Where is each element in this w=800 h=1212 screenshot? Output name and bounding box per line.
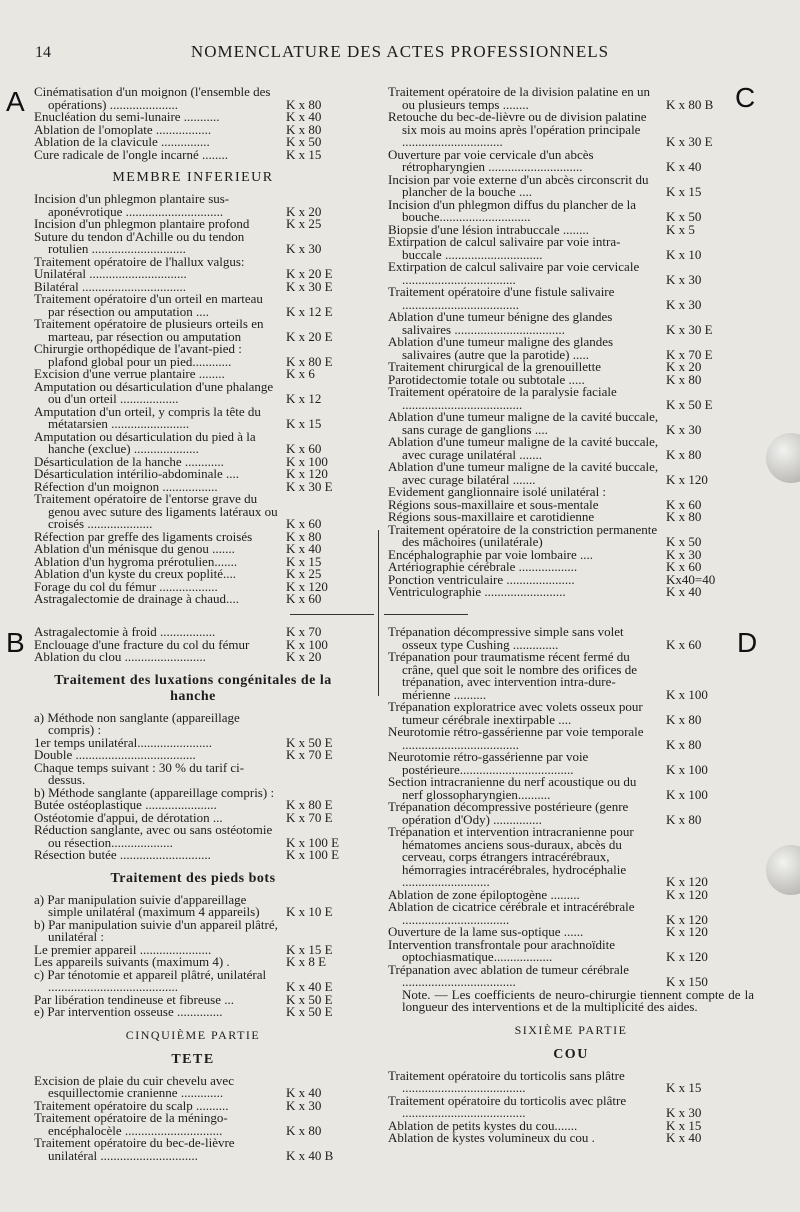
procedure-entry bbox=[34, 1072, 352, 1100]
fee-coefficient: K x 30 bbox=[666, 546, 702, 562]
procedure-entry bbox=[388, 286, 754, 311]
procedure-entry bbox=[34, 593, 352, 606]
fee-coefficient: K x 40 bbox=[286, 109, 322, 124]
procedure-name: Traitement opératoire de la constriction permanente des mâchoires (unilatérale) bbox=[388, 521, 658, 549]
procedure-name: Traitement opératoire du torticolis sans plâtre ...................................... bbox=[388, 1067, 625, 1095]
fee-coefficient: K x 120 bbox=[666, 886, 708, 902]
procedure-entry bbox=[34, 916, 352, 944]
procedure-name: Ablation d'une tumeur maligne des glandes salivaires (autre que la parotide) ..... bbox=[388, 334, 614, 362]
procedure-name: Ventriculographie ......................... bbox=[388, 584, 566, 599]
procedure-entry bbox=[388, 901, 754, 926]
fee-coefficient: K x 10 bbox=[666, 246, 702, 262]
section-heading: CINQUIÈME PARTIE bbox=[125, 1027, 261, 1042]
procedure-entry bbox=[34, 493, 352, 531]
fee-coefficient: K x 70 E bbox=[666, 346, 713, 362]
fee-coefficient: K x 10 E bbox=[286, 904, 333, 919]
fee-coefficient: K x 80 E bbox=[286, 797, 333, 812]
procedure-name: Double ..................................... bbox=[34, 747, 196, 762]
procedure-name: Trépanation décompressive postérieure (genre opération d'Ody) ............... bbox=[388, 799, 629, 827]
procedure-name: Traitement opératoire d'une fistule salivaire .................................... bbox=[388, 284, 615, 312]
procedure-name: Neurotomie rétro-gassérienne par voie temporale .................................... bbox=[388, 724, 644, 752]
procedure-name: Le premier appareil ...................... bbox=[34, 941, 212, 957]
fee-coefficient: K x 100 E bbox=[286, 847, 340, 862]
section-divider-right bbox=[384, 614, 468, 615]
fee-coefficient: K x 40 bbox=[666, 584, 702, 599]
entry-list-right-d bbox=[388, 626, 754, 1145]
procedure-name: Traitement opératoire d'un orteil en marteau par résection ou amputation .... bbox=[34, 291, 263, 319]
fee-coefficient: K x 80 bbox=[286, 1122, 322, 1138]
fee-coefficient: K x 80 E bbox=[286, 353, 333, 369]
procedure-entry bbox=[388, 236, 754, 261]
fee-coefficient: K x 80 bbox=[286, 96, 322, 112]
procedure-name: Ablation d'un kyste du creux poplité.... bbox=[34, 566, 237, 581]
fee-coefficient: K x 20 bbox=[666, 359, 702, 374]
procedure-name: Biopsie d'une lésion intrabuccale ........ bbox=[388, 221, 589, 237]
fee-coefficient: K x 80 bbox=[666, 446, 702, 462]
section-marker-c: C bbox=[735, 82, 756, 113]
procedure-entry bbox=[388, 311, 754, 336]
procedure-name: Incision par voie externe d'un abcès circonscrit du plancher de la bouche .... bbox=[388, 171, 649, 199]
fee-coefficient: K x 50 E bbox=[666, 396, 713, 412]
procedure-entry bbox=[388, 626, 754, 651]
procedure-entry bbox=[34, 293, 352, 318]
fee-coefficient: K x 6 bbox=[286, 366, 315, 381]
procedure-name: Traitement opératoire de la méningo-encéphalocèle .............................. bbox=[34, 1110, 228, 1138]
procedure-name: Régions sous-maxillaire et carotidienne bbox=[388, 509, 595, 524]
fee-coefficient: K x 40 E bbox=[286, 979, 333, 994]
fee-coefficient: K x 20 E bbox=[286, 328, 333, 344]
fee-coefficient: K x 60 bbox=[286, 591, 322, 606]
note-text: Note. — Les coefficients de neuro-chirurgie tiennent compte de la longueur des interventions et de la multiplicité des aides. bbox=[402, 986, 754, 1014]
fee-coefficient: K x 80 bbox=[666, 371, 702, 387]
fee-coefficient: K x 120 bbox=[666, 949, 708, 964]
fee-coefficient: K x 120 bbox=[666, 471, 708, 487]
procedure-name: Unilatéral .............................. bbox=[34, 266, 187, 281]
procedure-entry bbox=[34, 966, 352, 994]
right-column-d bbox=[388, 626, 754, 1145]
procedure-name: Ponction ventriculaire ..................... bbox=[388, 571, 575, 587]
procedure-name: Réfection par greffe des ligaments croisés bbox=[34, 528, 253, 544]
section-heading: TETE bbox=[171, 1051, 215, 1067]
page-number: 14 bbox=[35, 44, 51, 61]
procedure-entry bbox=[388, 1092, 754, 1120]
procedure-name: Traitement opératoire du torticolis avec plâtre ...................................... bbox=[388, 1092, 627, 1120]
fee-coefficient: K x 60 bbox=[666, 636, 702, 652]
fee-coefficient: K x 80 bbox=[666, 811, 702, 827]
procedure-entry bbox=[388, 521, 754, 549]
section-marker-a: A bbox=[6, 86, 25, 117]
fee-coefficient: K x 60 bbox=[666, 496, 702, 512]
procedure-name: Traitement opératoire du bec-de-lièvre unilatéral .............................. bbox=[34, 1135, 235, 1163]
procedure-name: Trépanation et intervention intracranienne pour hématomes anciens sous-duraux, abcès du cerveau, corps étrangers intracérébraux, hémorragies intracérébrales, hydrocéphalie ........................... bbox=[388, 824, 634, 889]
procedure-name: Excision de plaie du cuir chevelu avec esquillectomie cranienne ............. bbox=[34, 1072, 234, 1100]
procedure-name: Ablation de l'omoplate ................. bbox=[34, 121, 212, 137]
fee-coefficient: K x 120 bbox=[666, 924, 708, 939]
section-marker-b: B bbox=[6, 627, 25, 658]
procedure-name: Cure radicale de l'ongle incarné ........ bbox=[34, 146, 229, 162]
fee-coefficient: K x 120 bbox=[286, 466, 328, 481]
procedure-entry bbox=[34, 428, 352, 456]
fee-coefficient: K x 100 E bbox=[286, 834, 340, 850]
procedure-name: Evidement ganglionnaire isolé unilatéral : bbox=[388, 484, 607, 499]
fee-coefficient: K x 80 bbox=[286, 528, 322, 544]
procedure-name: Ouverture par voie cervicale d'un abcès rétropharyngien ............................. bbox=[388, 146, 594, 174]
fee-coefficient: K x 5 bbox=[666, 221, 695, 237]
fee-coefficient: K x 120 bbox=[286, 578, 328, 594]
procedure-entry bbox=[34, 403, 352, 431]
fee-coefficient: K x 50 bbox=[666, 534, 702, 549]
procedure-entry bbox=[34, 1112, 352, 1137]
binder-hole-top bbox=[766, 433, 800, 483]
procedure-name: a) Par manipulation suivie d'appareillage simple unilatéral (maximum 4 appareils) bbox=[34, 891, 260, 919]
fee-coefficient: K x 40 bbox=[286, 541, 322, 556]
fee-coefficient: K x 100 bbox=[286, 453, 328, 469]
procedure-name: Incision d'un phlegmon diffus du plancher de la bouche............................ bbox=[388, 196, 636, 224]
fee-coefficient: K x 20 E bbox=[286, 266, 333, 281]
fee-coefficient: K x 25 bbox=[286, 566, 322, 581]
procedure-name: Ablation de cicatrice cérébrale et intracérébrale ................................. bbox=[388, 899, 635, 927]
procedure-name: Ablation du clou ......................... bbox=[34, 649, 206, 664]
fee-coefficient: K x 12 bbox=[286, 391, 322, 406]
procedure-entry bbox=[388, 386, 754, 411]
fee-coefficient: K x 80 bbox=[666, 509, 702, 524]
procedure-entry bbox=[388, 336, 754, 361]
procedure-name: Traitement opératoire de l'hallux valgus: bbox=[34, 253, 245, 269]
page-header bbox=[0, 40, 800, 66]
procedure-name: Cinématisation d'un moignon (l'ensemble des opérations) ..................... bbox=[34, 84, 271, 112]
procedure-name: Réfection d'un moignon ................. bbox=[34, 478, 218, 494]
procedure-name: Parotidectomie totale ou subtotale ..... bbox=[388, 371, 585, 387]
fee-coefficient: K x 30 bbox=[666, 1105, 702, 1120]
procedure-name: Par libération tendineuse et fibreuse ... bbox=[34, 991, 234, 1007]
fee-coefficient: K x 80 bbox=[286, 121, 322, 137]
fee-coefficient: K x 50 E bbox=[286, 1004, 333, 1019]
procedure-name: Trépanation avec ablation de tumeur cérébrale ................................... bbox=[388, 961, 629, 989]
procedure-entry bbox=[34, 1137, 352, 1162]
procedure-name: Amputation ou désarticulation du pied à la hanche (exclue) .................... bbox=[34, 428, 256, 456]
procedure-name: Résection butée ............................ bbox=[34, 847, 211, 862]
procedure-name: Encéphalographie par voie lombaire .... bbox=[388, 546, 594, 562]
fee-coefficient: K x 15 bbox=[286, 553, 322, 569]
procedure-entry bbox=[388, 826, 754, 889]
procedure-name: Désarticulation de la hanche ............ bbox=[34, 453, 224, 469]
entry-list-left-a bbox=[34, 86, 352, 606]
fee-coefficient: K x 80 B bbox=[666, 96, 714, 112]
procedure-name: Amputation d'un orteil, y compris la tête du métatarsien ........................ bbox=[34, 403, 261, 431]
procedure-entry bbox=[34, 228, 352, 256]
procedure-entry bbox=[34, 378, 352, 406]
procedure-entry bbox=[388, 111, 754, 149]
procedure-name: Bilatéral ................................ bbox=[34, 278, 187, 294]
procedure-entry bbox=[388, 751, 754, 776]
procedure-name: a) Méthode non sanglante (appareillage compris) : bbox=[34, 709, 240, 737]
procedure-entry bbox=[34, 1006, 352, 1019]
procedure-name: Traitement opératoire de plusieurs orteils en marteau, par résection ou amputation bbox=[34, 316, 264, 344]
fee-coefficient: K x 60 bbox=[666, 559, 702, 574]
procedure-name: Enclouage d'une fracture du col du fémur bbox=[34, 636, 250, 652]
procedure-entry bbox=[34, 343, 352, 368]
procedure-name: Trépanation exploratrice avec volets osseux pour tumeur cérébrale inextirpable .... bbox=[388, 699, 643, 727]
procedure-name: Régions sous-maxillaire et sous-mentale bbox=[388, 496, 599, 512]
procedure-name: Astragalectomie à froid ................. bbox=[34, 624, 216, 639]
section-heading: COU bbox=[553, 1046, 589, 1062]
procedure-name: Ablation d'une tumeur maligne de la cavité buccale, sans curage de ganglions .... bbox=[388, 409, 659, 437]
procedure-name: Astragalectomie de drainage à chaud.... bbox=[34, 591, 240, 606]
procedure-name: c) Par ténotomie et appareil plâtré, unilatéral ........................................ bbox=[34, 966, 267, 994]
section-marker-d: D bbox=[737, 627, 758, 658]
fee-coefficient: K x 30 E bbox=[286, 278, 333, 294]
procedure-entry bbox=[34, 651, 352, 664]
procedure-name: Section intracranienne du nerf acoustique ou du nerf glossopharyngien.......... bbox=[388, 774, 637, 802]
procedure-name: Enucléation du semi-lunaire ........... bbox=[34, 109, 220, 124]
fee-coefficient: K x 60 bbox=[286, 516, 322, 531]
fee-coefficient: K x 15 bbox=[666, 184, 702, 199]
procedure-name: Artériographie cérébrale .................. bbox=[388, 559, 578, 574]
procedure-entry bbox=[388, 146, 754, 174]
procedure-name: Ablation d'une tumeur maligne de la cavité buccale, avec curage unilatéral ....... bbox=[388, 434, 659, 462]
procedure-entry bbox=[34, 193, 352, 218]
procedure-entry bbox=[34, 824, 352, 849]
procedure-name: Incision d'un phlegmon plantaire sus-aponévrotique .............................. bbox=[34, 191, 230, 219]
fee-coefficient: K x 15 bbox=[286, 146, 322, 162]
procedure-name: b) Par manipulation suivie d'un appareil plâtré, unilatéral : bbox=[34, 916, 278, 944]
procedure-entry bbox=[34, 146, 352, 162]
procedure-name: Ablation de la clavicule ............... bbox=[34, 134, 210, 149]
procedure-name: Extirpation de calcul salivaire par voie intra-buccale .............................. bbox=[388, 234, 621, 262]
procedure-entry bbox=[388, 196, 754, 224]
procedure-name: Trépanation pour traumatisme récent fermé du crâne, quel que soit le nombre des orifices de trépanation, avec intervention intra-dure-mérienne .......... bbox=[388, 649, 637, 702]
fee-coefficient: K x 50 E bbox=[286, 991, 333, 1007]
entry-list-left-b bbox=[34, 626, 352, 1162]
procedure-entry bbox=[34, 849, 352, 862]
fee-coefficient: K x 50 bbox=[286, 134, 322, 149]
procedure-entry bbox=[34, 891, 352, 919]
procedure-name: Chaque temps suivant : 30 % du tarif ci-dessus. bbox=[34, 759, 245, 787]
fee-coefficient: K x 8 E bbox=[286, 954, 327, 969]
procedure-entry bbox=[34, 709, 352, 737]
procedure-entry bbox=[34, 759, 352, 787]
procedure-name: e) Par intervention osseuse .............. bbox=[34, 1004, 223, 1019]
section-heading: SIXIÈME PARTIE bbox=[514, 1022, 628, 1037]
procedure-entry bbox=[388, 411, 754, 436]
procedure-name: Extirpation de calcul salivaire par voie cervicale ................................... bbox=[388, 259, 640, 287]
binder-hole-bottom bbox=[766, 845, 800, 895]
fee-coefficient: K x 40 bbox=[666, 1130, 702, 1145]
procedure-name: Traitement chirurgical de la grenouillette bbox=[388, 359, 601, 374]
procedure-entry bbox=[388, 261, 754, 286]
procedure-entry bbox=[388, 436, 754, 461]
fee-coefficient: Kx40=40 bbox=[666, 571, 716, 587]
procedure-name: Réduction sanglante, avec ou sans ostéotomie ou résection................... bbox=[34, 822, 273, 850]
fee-coefficient: K x 30 bbox=[286, 241, 322, 256]
fee-coefficient: K x 30 bbox=[286, 1097, 322, 1113]
procedure-name: Traitement opératoire du scalp .......... bbox=[34, 1097, 229, 1113]
section-heading: Traitement des pieds bots bbox=[110, 870, 276, 886]
fee-coefficient: K x 15 bbox=[666, 1117, 702, 1133]
procedure-name: Ablation d'un ménisque du genou ....... bbox=[34, 541, 235, 556]
procedure-name: Ouverture de la lame sus-optique ...... bbox=[388, 924, 584, 939]
fee-coefficient: K x 70 E bbox=[286, 747, 333, 762]
procedure-name: Désarticulation intérilio-abdominale .... bbox=[34, 466, 240, 481]
procedure-entry bbox=[34, 318, 352, 343]
procedure-name: Ablation d'un hygroma prérotulien....... bbox=[34, 553, 238, 569]
fee-coefficient: K x 50 bbox=[666, 209, 702, 224]
fee-coefficient: K x 70 bbox=[286, 624, 322, 639]
procedure-name: Les appareils suivants (maximum 4) . bbox=[34, 954, 230, 969]
procedure-entry bbox=[388, 651, 754, 701]
fee-coefficient: K x 100 bbox=[666, 786, 708, 802]
procedure-name: Ablation de zone épiloptogène ......... bbox=[388, 886, 580, 902]
fee-coefficient: K x 20 bbox=[286, 649, 322, 664]
procedure-name: Suture du tendon d'Achille ou du tendon rotulien ............................. bbox=[34, 228, 245, 256]
fee-coefficient: K x 60 bbox=[286, 441, 322, 456]
procedure-name: Retouche du bec-de-lièvre ou de division palatine six mois au moins après l'opération principale ............................... bbox=[388, 109, 647, 149]
procedure-entry bbox=[388, 586, 754, 599]
procedure-name: Traitement opératoire de la paralysie faciale ..................................... bbox=[388, 384, 617, 412]
procedure-entry bbox=[388, 726, 754, 751]
procedure-entry bbox=[388, 776, 754, 801]
procedure-entry bbox=[388, 171, 754, 199]
fee-coefficient: K x 30 E bbox=[666, 134, 713, 149]
procedure-name: Ablation d'une tumeur maligne de la cavité buccale, avec curage bilatéral ....... bbox=[388, 459, 659, 487]
fee-coefficient: K x 70 E bbox=[286, 809, 333, 825]
procedure-name: Trépanation décompressive simple sans volet osseux type Cushing .............. bbox=[388, 624, 624, 652]
procedure-entry bbox=[388, 86, 754, 111]
fee-coefficient: K x 100 bbox=[286, 636, 328, 652]
fee-coefficient: K x 100 bbox=[666, 686, 708, 702]
procedure-name: Traitement opératoire de l'entorse grave du genou avec suture des ligaments latéraux ou croisés .................... bbox=[34, 491, 278, 531]
procedure-name: Incision d'un phlegmon plantaire profond bbox=[34, 216, 250, 231]
fee-coefficient: K x 40 bbox=[286, 1085, 322, 1100]
section-divider-left bbox=[290, 614, 374, 615]
fee-coefficient: K x 15 E bbox=[286, 941, 333, 957]
fee-coefficient: K x 40 bbox=[666, 159, 702, 174]
procedure-name: Excision d'une verrue plantaire ........ bbox=[34, 366, 225, 381]
procedure-name: Amputation ou désarticulation d'une phalange ou d'un orteil .................. bbox=[34, 378, 274, 406]
procedure-name: Chirurgie orthopédique de l'avant-pied : plafond global pour un pied............ bbox=[34, 341, 242, 369]
fee-coefficient: K x 80 bbox=[666, 711, 702, 727]
fee-coefficient: K x 30 E bbox=[666, 321, 713, 337]
fee-coefficient: K x 150 bbox=[666, 974, 708, 989]
entry-list-right-c bbox=[388, 86, 754, 599]
right-column-c bbox=[388, 86, 754, 599]
procedure-name: Intervention transfrontale pour arachnoïdite optochiasmatique.................. bbox=[388, 936, 616, 964]
fee-coefficient: K x 120 bbox=[666, 874, 708, 889]
section-heading: MEMBRE INFERIEUR bbox=[112, 170, 274, 185]
page-title: NOMENCLATURE DES ACTES PROFESSIONNELS bbox=[190, 42, 610, 61]
procedure-name: Forage du col du fémur .................. bbox=[34, 578, 218, 594]
fee-coefficient: K x 80 bbox=[666, 736, 702, 752]
procedure-entry bbox=[388, 1132, 754, 1145]
procedure-name: Traitement opératoire de la division palatine en un ou plusieurs temps ........ bbox=[388, 84, 650, 112]
procedure-entry bbox=[388, 461, 754, 486]
procedure-entry bbox=[388, 961, 754, 989]
fee-coefficient: K x 30 E bbox=[286, 478, 333, 494]
left-column-a bbox=[34, 86, 352, 606]
left-column-b bbox=[34, 626, 352, 1162]
fee-coefficient: K x 15 bbox=[286, 416, 322, 431]
fee-coefficient: K x 12 E bbox=[286, 303, 333, 319]
procedure-entry bbox=[34, 86, 352, 111]
procedure-name: Ablation de petits kystes du cou....... bbox=[388, 1117, 578, 1133]
procedure-name: 1er temps unilatéral....................... bbox=[34, 734, 212, 750]
fee-coefficient: K x 20 bbox=[286, 203, 322, 219]
fee-coefficient: K x 30 bbox=[666, 296, 702, 312]
fee-coefficient: K x 15 bbox=[666, 1080, 702, 1095]
section-heading: Traitement des luxations congénitales de la hanche bbox=[54, 672, 332, 704]
procedure-name: Ablation de kystes volumineux du cou . bbox=[388, 1130, 595, 1145]
fee-coefficient: K x 100 bbox=[666, 761, 708, 777]
procedure-entry bbox=[388, 701, 754, 726]
procedure-name: Butée ostéoplastique ...................... bbox=[34, 797, 217, 812]
column-divider bbox=[378, 530, 379, 696]
fee-coefficient: K x 30 bbox=[666, 271, 702, 287]
procedure-entry bbox=[388, 1067, 754, 1095]
fee-coefficient: K x 30 bbox=[666, 421, 702, 437]
procedure-name: Neurotomie rétro-gassérienne par voie postérieure................................... bbox=[388, 749, 589, 777]
procedure-name: b) Méthode sanglante (appareillage compris) : bbox=[34, 784, 275, 800]
fee-coefficient: K x 25 bbox=[286, 216, 322, 231]
procedure-name: Ostéotomie d'appui, de dérotation ... bbox=[34, 809, 223, 825]
procedure-entry bbox=[388, 936, 754, 964]
procedure-entry bbox=[388, 801, 754, 826]
fee-coefficient: K x 120 bbox=[666, 911, 708, 927]
procedure-name: Ablation d'une tumeur bénigne des glandes salivaires .................................. bbox=[388, 309, 613, 337]
fee-coefficient: K x 50 E bbox=[286, 734, 333, 750]
fee-coefficient: K x 40 B bbox=[286, 1147, 334, 1163]
